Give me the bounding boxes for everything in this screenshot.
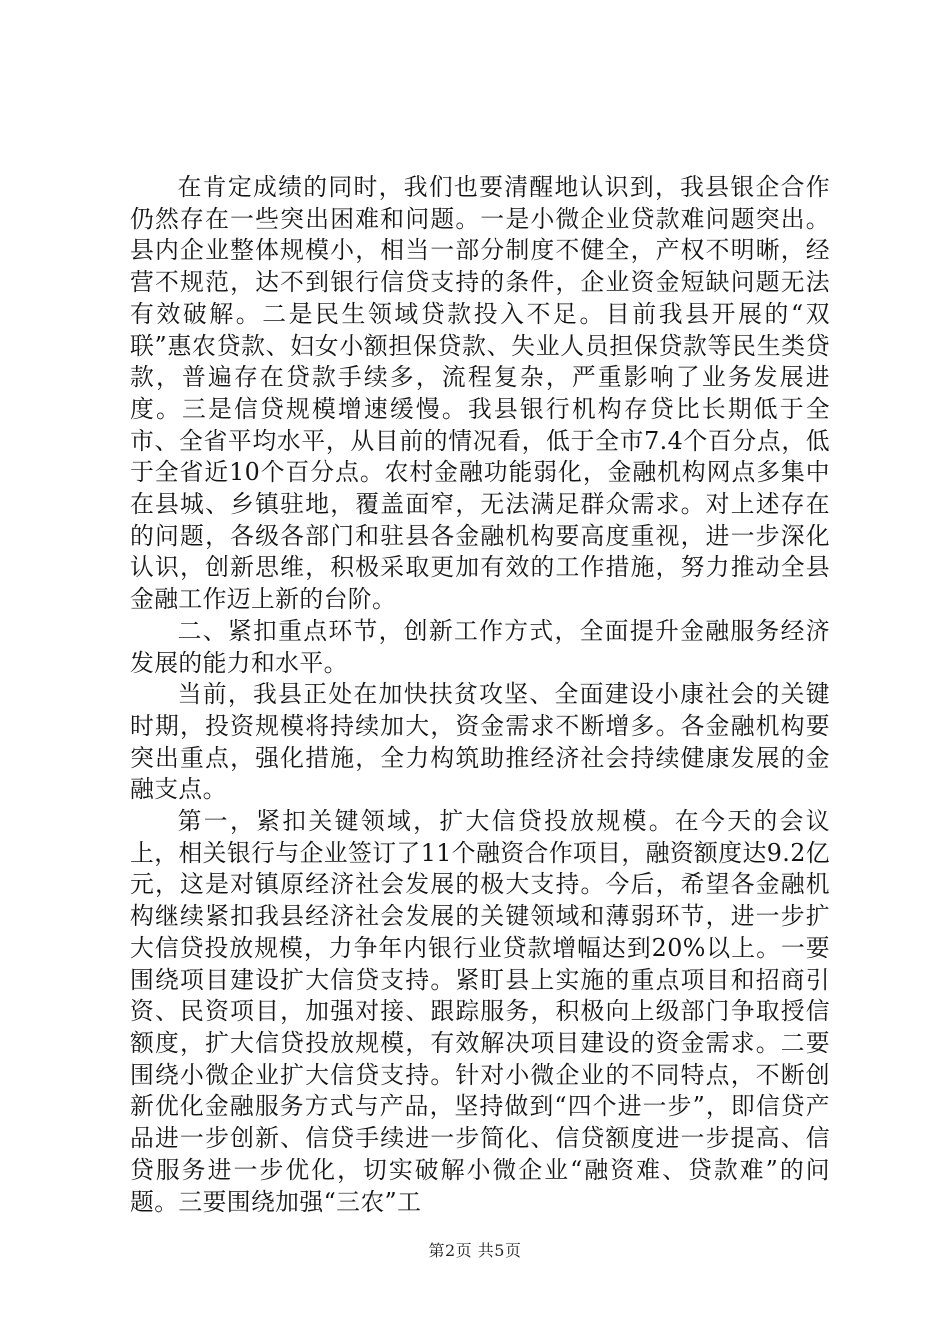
paragraph-current-period: 当前，我县正处在加快扶贫攻坚、全面建设小康社会的关键时期，投资规模将持续加大，资金需求不断增多。各金融机构要突出重点，强化措施，全力构筑助推经济社会持续健康发展的金融支点。 [130, 680, 830, 804]
paragraph-first-measure: 第一，紧扣关键领域，扩大信贷投放规模。在今天的会议上，相关银行与企业签订了11个融资合作项目，融资额度达9.2亿元，这是对镇原经济社会发展的极大支持。今后，希望各金融机构继续紧扣我县经济社会发展的关键领域和薄弱环节，进一步扩大信贷投放规模，力争年内银行业贷款增幅达到20%以上。一要围绕项目建设扩大信贷支持。紧盯县上实施的重点项目和招商引资、民资项目，加强对接、跟踪服务，积极向上级部门争取授信额度，扩大信贷投放规模，有效解决项目建设的资金需求。二要围绕小微企业扩大信贷支持。针对小微企业的不同特点，不断创新优化金融服务方式与产品，坚持做到“四个进一步”，即信贷产品进一步创新、信贷手续进一步简化、信贷额度进一步提高、信贷服务进一步优化，切实破解小微企业“融资难、贷款难”的问题。三要围绕加强“三农”工 [130, 807, 830, 1216]
page-number-footer: 第2页 共5页 [428, 1241, 522, 1260]
section-heading-two: 二、紧扣重点环节，创新工作方式，全面提升金融服务经济发展的能力和水平。 [130, 616, 830, 677]
paragraph-problems: 在肯定成绩的同时，我们也要清醒地认识到，我县银企合作仍然存在一些突出困难和问题。一是小微企业贷款难问题突出。县内企业整体规模小，相当一部分制度不健全，产权不明晰，经营不规范，达不到银行信贷支持的条件，企业资金短缺问题无法有效破解。二是民生领域贷款投入不足。目前我县开展的“双联”惠农贷款、妇女小额担保贷款、失业人员担保贷款等民生类贷款，普遍存在贷款手续多，流程复杂，严重影响了业务发展进度。三是信贷规模增速缓慢。我县银行机构存贷比长期低于全市、全省平均水平，从目前的情况看，低于全市7.4个百分点，低于全省近10个百分点。农村金融功能弱化，金融机构网点多集中在县城、乡镇驻地，覆盖面窄，无法满足群众需求。对上述存在的问题，各级各部门和驻县各金融机构要高度重视，进一步深化认识，创新思维，积极采取更加有效的工作措施，努力推动全县金融工作迈上新的台阶。 [130, 173, 830, 614]
document-body [130, 172, 830, 1218]
